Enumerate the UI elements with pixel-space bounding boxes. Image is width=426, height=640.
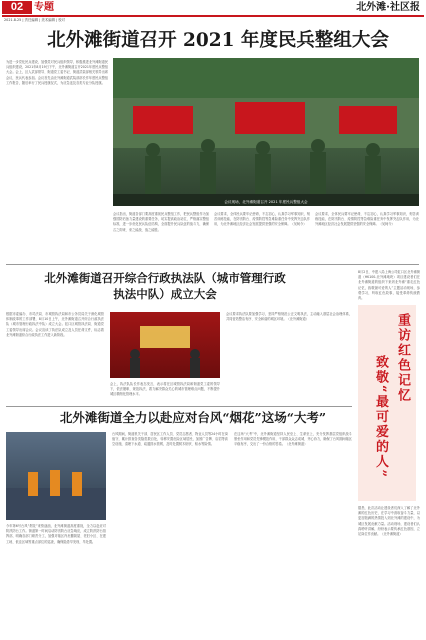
- article2-col3: 会议要求执法队要加强学习，坚持严格规范公正文明执法，主动融入基层社会治理体系，共同营造整洁有序、安全和谐的城区环境。（北外滩街道）: [226, 312, 352, 322]
- militia-photo: [113, 58, 419, 206]
- article1-col1: 为进一步党化民兵建设，加强党对民兵组织领导，积极推进北外滩街道民兵组织建设，2021年8月19日下午，北外滩街道召开2021年度民兵整组大会。会上，区人武部领导、街道党工委书记、街道武装部相关领导出席会议，民兵代表参加。会议首先由北外滩街道武装部部长作年度民兵整组工作报告，随后举行了民兵授旗仪式，为应急连及各类专业分队授旗。: [6, 60, 108, 85]
- section-divider: [6, 406, 352, 407]
- sidebar-title-line1: 重访红色记忆: [395, 313, 410, 403]
- photo-caption: 会议现场，北外滩街道召开 2021 年度民兵整组大会: [224, 200, 308, 204]
- article1-col2: 会议指出，街道各部门要高度重视民兵整组工作，把民兵整组作为加强国防后备力量建设的重要任务，切实提高政治站位，严格落实整组标准，进一步优化民兵队伍结构，全面提升民兵队伍的战斗力，确保召之即来、来之能战、战之能胜。: [113, 212, 209, 232]
- typhoon-photo: [6, 432, 106, 520]
- photo-illustration: [113, 58, 419, 206]
- issue-meta: 2021.8.25 | 责任编辑 | 美术编辑 | 校对: [4, 18, 66, 22]
- section-divider: [6, 264, 419, 265]
- typhoon-illustration: [6, 432, 106, 520]
- sidebar-title-line2: 致敬“最可爱的人”: [373, 355, 388, 479]
- header-divider: [2, 15, 424, 17]
- page-header: [0, 0, 426, 14]
- sidebar-intro: 8月2日，中建八局上海公司虹口区北外滩街道（HK100-北外滩地块）项目建设者们在北外滩街道的组织下来到北外滩“重走红色记忆，致敬最可爱的人”主题活动现场，参观学习，听取红色故事，接受革命传统教育。: [358, 270, 420, 301]
- article3-col3: 在这场“大考”中，北外滩街道坚持人民至上、生命至上，充分发挥基层党组织战斗堡垒作用和党员先锋模范作用，干部群众众志成城、齐心协力，确保了台风期间辖区平稳有序，交出了一份合格的答卷。（北外滩街道）: [234, 432, 352, 447]
- headline-typhoon: 北外滩街道全力以赴应对台风“烟花”这场“大考”: [59, 410, 327, 425]
- newspaper-brand: 北外滩·社区报: [356, 2, 420, 13]
- headline-militia: 北外滩街道召开 2021 年度民兵整组大会: [47, 30, 389, 51]
- sidebar-body: 据悉，此次活动让建设者们深入了解了北外滩的红色历史，在学习中汲取奋斗力量，以更加饱满的热情投入到北外滩的建设中，为城区发展贡献力量。活动现场，建设者们认真聆听讲解，纷纷表示要传承红色基因，立足岗位作贡献。（北外滩街道）: [358, 506, 420, 537]
- article1-col4: 会议要求，全体民兵要牢记使命，不忘初心，认真学习军事知识，刻苦训练技能，在防汛防台、疫情防控等急难险重任务中发挥突击队作用，为北外滩地区经济社会发展提供坚强的安全保障。（吴柯今）: [315, 212, 419, 227]
- ceremony-photo: [110, 312, 220, 378]
- article1-col3: 会议要求，全体民兵要牢记使命，不忘初心，认真学习军事知识，刻苦训练技能，在防汛防台、疫情防控等急难险重任务中发挥突击队作用，为北外滩地区经济社会发展提供坚强的安全保障。（吴柯今）: [214, 212, 310, 227]
- article3-col1: 今年第6号台风“烟花”来势汹汹，北外滩街道高度重视，全力以赴应对防汛防台工作。街道第一时间启动防汛防台应急响应，成立防汛防台指挥部，明确各部门职责分工，加强对辖区内危棚简屋、老旧小区、在建工地、低洼区域等重点部位的巡查，确保隐患早发现、早处置。: [6, 524, 106, 544]
- article2-col1: 根据市委编办、市司法局、市城管执法局和市公务员局关于深化城管体制改革的工作部署，8月10日上午，北外滩街道召开综合行政执法队（城市管理行政执法中队）成立大会。虹口区城管执法局、街道党工委领导出席会议。会议宣读了执法队成立及人员任命文件，标志着北外滩街道综合行政执法工作进入新阶段。: [6, 312, 104, 337]
- article3-col2: 台风期间，街道机关干部、居民区工作人员、党员志愿者、物业人员等24小时在岗值守，累计排查各类隐患数百处，转移安置危险区域居民，加固广告牌、店招等高空设施，清理下水道、疏通排水管网，及时处置树木倒伏、积水等险情。: [112, 432, 228, 447]
- headline-law-enforcement: 北外滩街道召开综合行政执法队（城市管理行政执法中队）成立大会: [44, 271, 286, 301]
- article2-col2: 会上，执法队队长作表态发言，表示将在区城管执法局和街道党工委的领导下，依法履职、规范执法，着力解决群众关心的城市管理难点问题，不断提升城区精细化管理水平。: [110, 382, 220, 397]
- page-number: 02: [2, 1, 32, 14]
- sidebar-title-box: [358, 305, 416, 501]
- ceremony-illustration: [110, 312, 220, 378]
- section-title: 专题: [34, 2, 54, 13]
